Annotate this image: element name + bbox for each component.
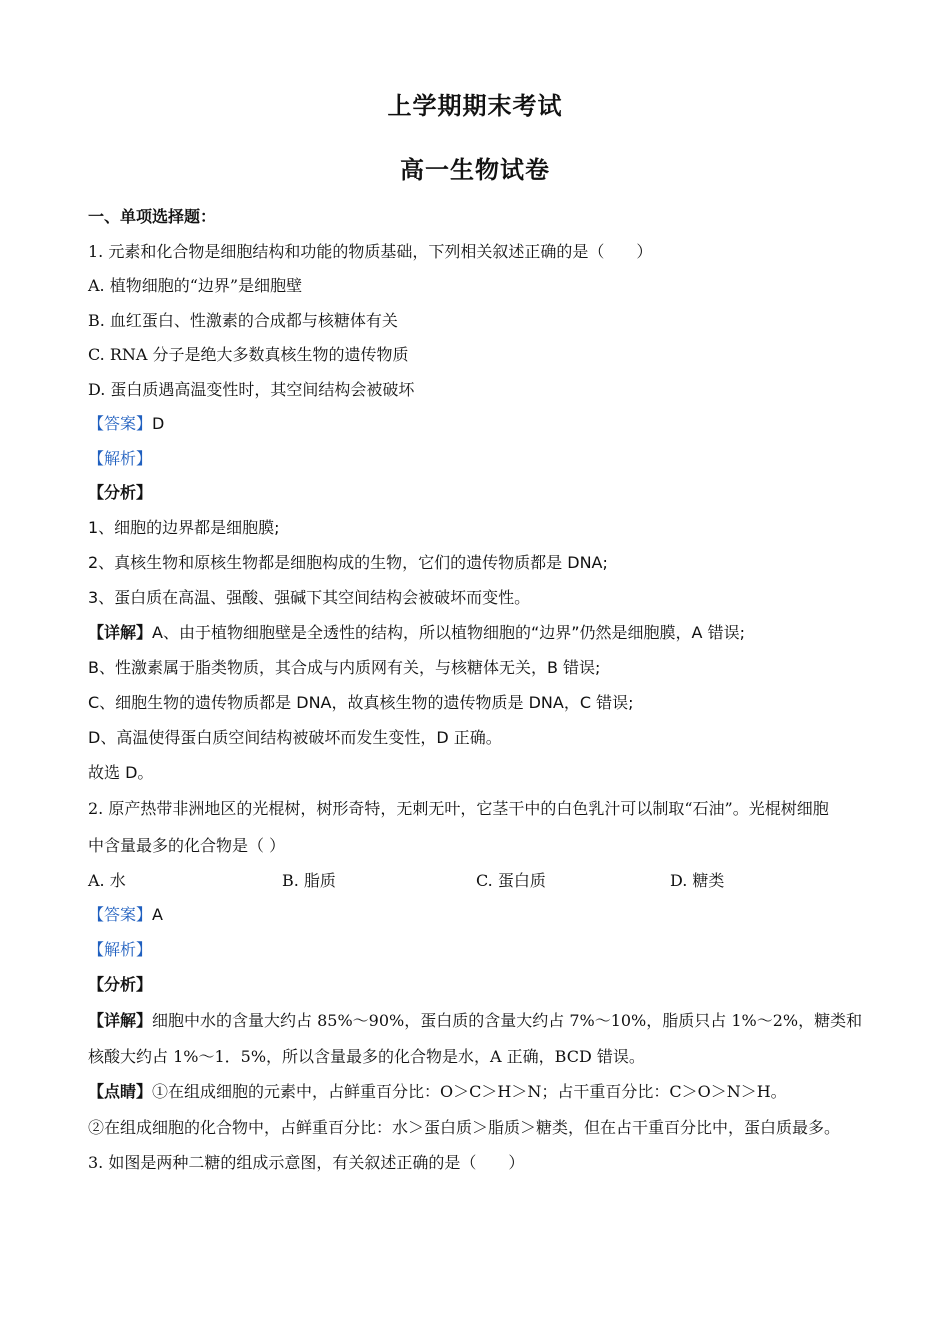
q1-option-d: D. 蛋白质遇高温变性时，其空间结构会被破坏 bbox=[88, 380, 415, 399]
q2-stem-line1: 2. 原产热带非洲地区的光棍树，树形奇特，无刺无叶，它茎干中的白色乳汁可以制取“石油”。光棍树细胞 bbox=[88, 799, 829, 818]
section-heading: 一、单项选择题： bbox=[88, 207, 217, 226]
q1-analysis-p3: 3、蛋白质在高温、强酸、强碱下其空间结构会被破坏而变性。 bbox=[88, 588, 531, 607]
q2-detail-2: 核酸大约占 1%～1．5%，所以含量最多的化合物是水，A 正确，BCD 错误。 bbox=[88, 1047, 645, 1066]
q2-detail-1 bbox=[88, 1011, 862, 1031]
q1-stem: 1. 元素和化合物是细胞结构和功能的物质基础，下列相关叙述正确的是（ ） bbox=[88, 242, 653, 261]
q2-answer-tag: 【答案】 bbox=[88, 905, 153, 924]
q2-point-1-text: ①在组成细胞的元素中，占鲜重百分比：O＞C＞H＞N；占干重百分比：C＞O＞N＞H。 bbox=[152, 1082, 787, 1101]
q2-analysis-tag: 【解析】 bbox=[88, 940, 153, 959]
q1-answer-tag: 【答案】 bbox=[88, 414, 153, 433]
q1-analysis-p2: 2、真核生物和原核生物都是细胞构成的生物，它们的遗传物质都是 DNA; bbox=[88, 553, 608, 572]
exam-title: 上学期期末考试 bbox=[387, 92, 563, 120]
q1-analysis-p1: 1、细胞的边界都是细胞膜; bbox=[88, 518, 280, 537]
q2-detail-tag: 【详解】 bbox=[88, 1011, 153, 1030]
q1-detail-4: D、高温使得蛋白质空间结构被破坏而发生变性，D 正确。 bbox=[88, 728, 502, 747]
q2-detail-1-text: 细胞中水的含量大约占 85%～90%，蛋白质的含量大约占 7%～10%，脂质只占 1%～2%，糖类和 bbox=[152, 1011, 863, 1030]
q1-option-c: C. RNA 分子是绝大多数真核生物的遗传物质 bbox=[88, 345, 409, 364]
q1-detail-1 bbox=[88, 623, 745, 643]
q1-answer-value: D bbox=[152, 414, 165, 433]
q1-detail-1-text: A、由于植物细胞壁是全透性的结构，所以植物细胞的“边界”仍然是细胞膜，A 错误; bbox=[152, 623, 745, 642]
q1-option-b: B. 血红蛋白、性激素的合成都与核糖体有关 bbox=[88, 311, 398, 330]
q2-fenxi-tag: 【分析】 bbox=[88, 975, 153, 994]
q1-option-a: A. 植物细胞的“边界”是细胞壁 bbox=[88, 276, 303, 295]
q2-point-2: ②在组成细胞的化合物中，占鲜重百分比：水＞蛋白质＞脂质＞糖类，但在占干重百分比中，蛋白质最多。 bbox=[88, 1118, 841, 1137]
q1-analysis-tag: 【解析】 bbox=[88, 449, 153, 468]
q2-answer-value: A bbox=[152, 905, 163, 924]
q1-detail-tag: 【详解】 bbox=[88, 623, 153, 642]
q2-point-1 bbox=[88, 1082, 787, 1102]
paper-title: 高一生物试卷 bbox=[400, 156, 550, 184]
q2-option-c: C. 蛋白质 bbox=[476, 871, 546, 890]
q1-detail-2: B、性激素属于脂类物质，其合成与内质网有关，与核糖体无关，B 错误; bbox=[88, 658, 601, 677]
q2-option-a: A. 水 bbox=[88, 871, 126, 890]
q1-final: 故选 D。 bbox=[88, 763, 154, 782]
q2-option-b: B. 脂质 bbox=[282, 871, 336, 890]
q2-stem-line2: 中含量最多的化合物是（ ） bbox=[88, 836, 286, 855]
q2-option-d: D. 糖类 bbox=[670, 871, 725, 890]
q1-answer bbox=[88, 414, 164, 434]
q1-detail-3: C、细胞生物的遗传物质都是 DNA，故真核生物的遗传物质是 DNA，C 错误; bbox=[88, 693, 634, 712]
q2-point-tag: 【点睛】 bbox=[88, 1082, 153, 1101]
q3-stem: 3. 如图是两种二糖的组成示意图，有关叙述正确的是（ ） bbox=[88, 1153, 525, 1172]
q1-fenxi-tag: 【分析】 bbox=[88, 483, 153, 502]
q2-answer bbox=[88, 905, 163, 925]
